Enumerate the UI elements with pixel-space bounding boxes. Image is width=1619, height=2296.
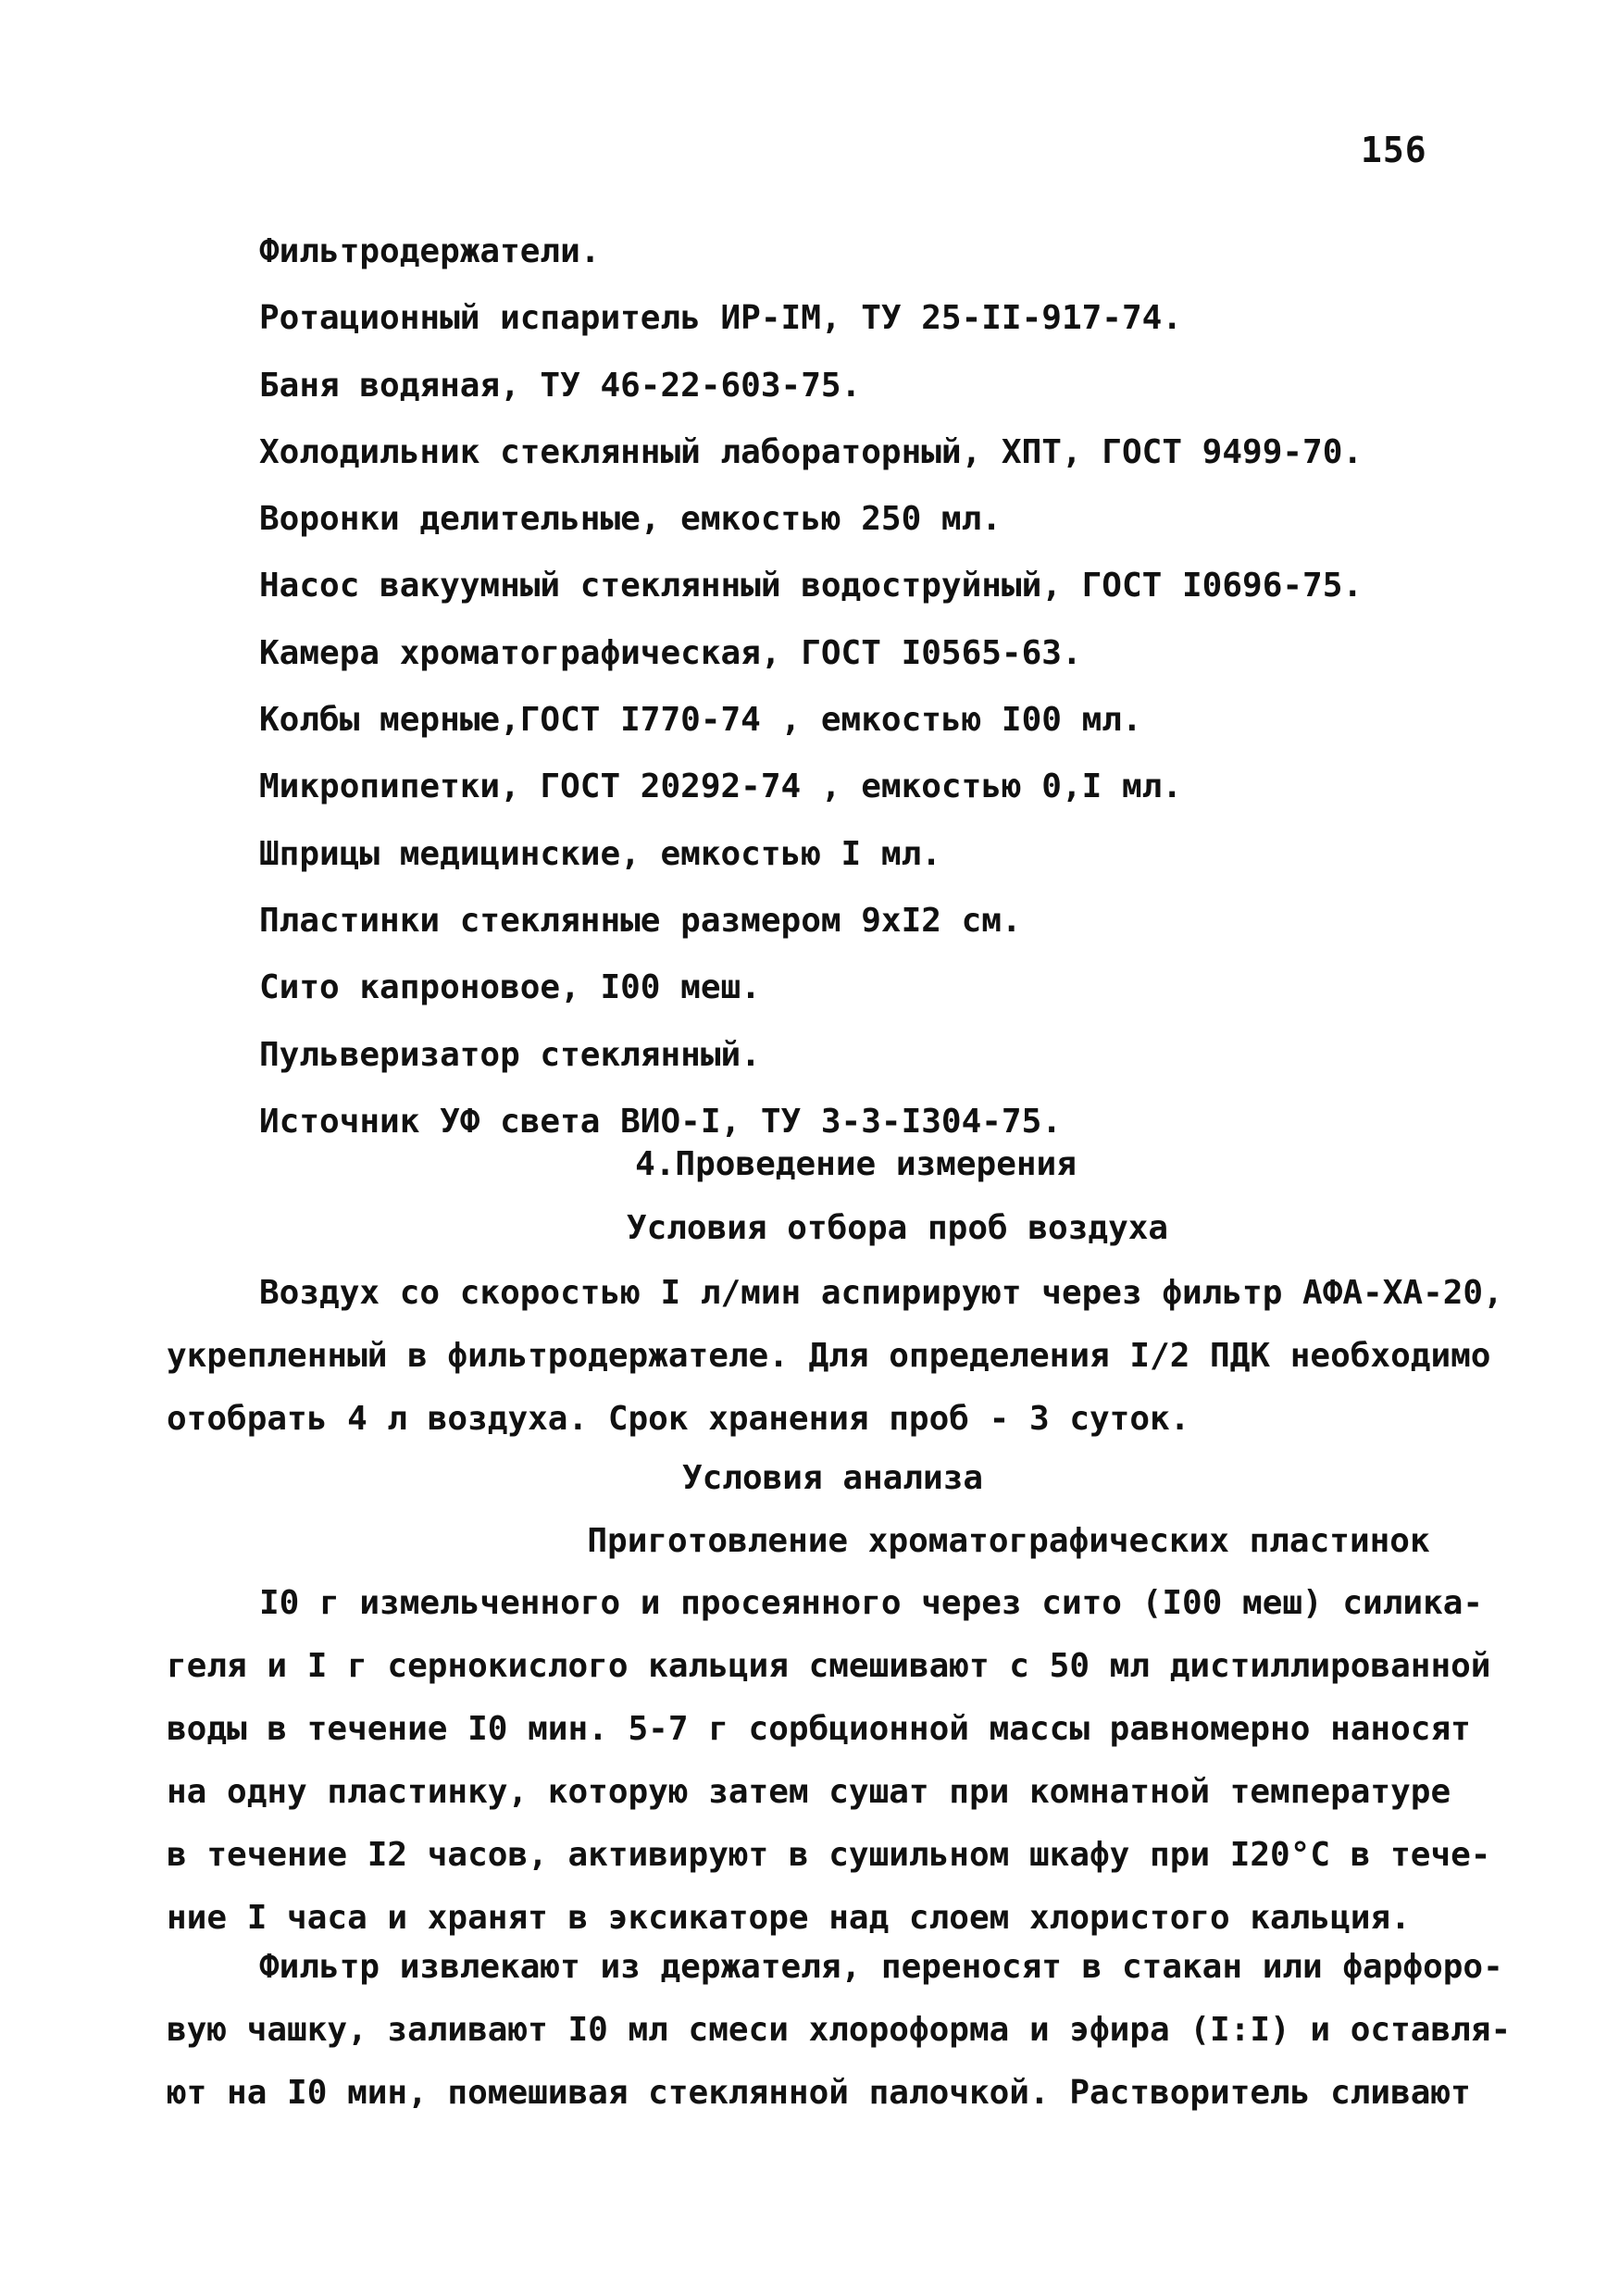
list-item: Ротационный испаритель ИР-IM, ТУ 25-II-917-74.: [259, 299, 1182, 338]
page-number: 156: [1361, 130, 1427, 170]
paragraph-line: отобрать 4 л воздуха. Срок хранения проб - 3 суток.: [167, 1400, 1190, 1438]
paragraph-line: на одну пластинку, которую затем сушат при комнатной температуре: [167, 1773, 1451, 1811]
paragraph-line: геля и I г сернокислого кальция смешивают с 50 мл дистиллированной: [167, 1647, 1491, 1685]
section-heading-analysis: Условия анализа: [681, 1459, 984, 1497]
paragraph-line: I0 г измельченного и просеянного через сито (I00 меш) силика-: [259, 1584, 1484, 1622]
list-item: Баня водяная, ТУ 46-22-603-75.: [259, 366, 862, 405]
list-item: Пластинки стеклянные размером 9xI2 см.: [259, 901, 1022, 940]
paragraph-extraction: [167, 1945, 1512, 2134]
list-item: Шприцы медицинские, емкостью I мл.: [259, 834, 941, 873]
list-item: Источник УФ света ВИО-I, ТУ 3-3-I304-75.: [259, 1102, 1062, 1141]
section-heading-measurement: 4.Проведение измерения: [635, 1145, 1077, 1183]
paragraph-line: ние I часа и хранят в эксикаторе над слоем хлористого кальция.: [167, 1899, 1411, 1937]
list-item: Пульверизатор стеклянный.: [259, 1035, 761, 1074]
list-item: Насос вакуумный стеклянный водоструйный, ГОСТ I0696-75.: [259, 567, 1364, 605]
paragraph-line: ют на I0 мин, помешивая стеклянной палочкой. Растворитель сливают: [167, 2074, 1471, 2112]
equipment-list: [259, 230, 1537, 1167]
list-item: Холодильник стеклянный лабораторный, ХПТ, ГОСТ 9499-70.: [259, 432, 1364, 471]
paragraph-line: Фильтр извлекают из держателя, переносят в стакан или фарфоро-: [259, 1948, 1503, 1986]
section-heading-plates: Приготовление хроматографических пластинок: [587, 1522, 1430, 1560]
list-item: Микропипетки, ГОСТ 20292-74 , емкостью 0,I мл.: [259, 767, 1182, 806]
list-item: Колбы мерные,ГОСТ I770-74 , емкостью I00 мл.: [259, 701, 1142, 740]
list-item: Фильтродержатели.: [259, 232, 601, 270]
paragraph-sampling: [167, 1271, 1503, 1460]
list-item: Камера хроматографическая, ГОСТ I0565-63.: [259, 633, 1082, 672]
paragraph-line: укрепленный в фильтродержателе. Для определения I/2 ПДК необходимо: [167, 1337, 1491, 1375]
paragraph-line: вую чашку, заливают I0 мл смеси хлороформа и эфира (I:I) и оставля-: [167, 2011, 1512, 2049]
section-heading-sampling: Условия отбора проб воздуха: [626, 1209, 1169, 1247]
list-item: Воронки делительные, емкостью 250 мл.: [259, 500, 1002, 539]
paragraph-line: в течение I2 часов, активируют в сушильном шкафу при I20°C в тече-: [167, 1836, 1491, 1874]
paragraph-line: Воздух со скоростью I л/мин аспирируют через фильтр АФА-ХА-20,: [259, 1274, 1503, 1312]
paragraph-plates: [167, 1581, 1491, 1959]
list-item: Сито капроновое, I00 меш.: [259, 968, 761, 1007]
paragraph-line: воды в течение I0 мин. 5-7 г сорбционной массы равномерно наносят: [167, 1710, 1471, 1748]
